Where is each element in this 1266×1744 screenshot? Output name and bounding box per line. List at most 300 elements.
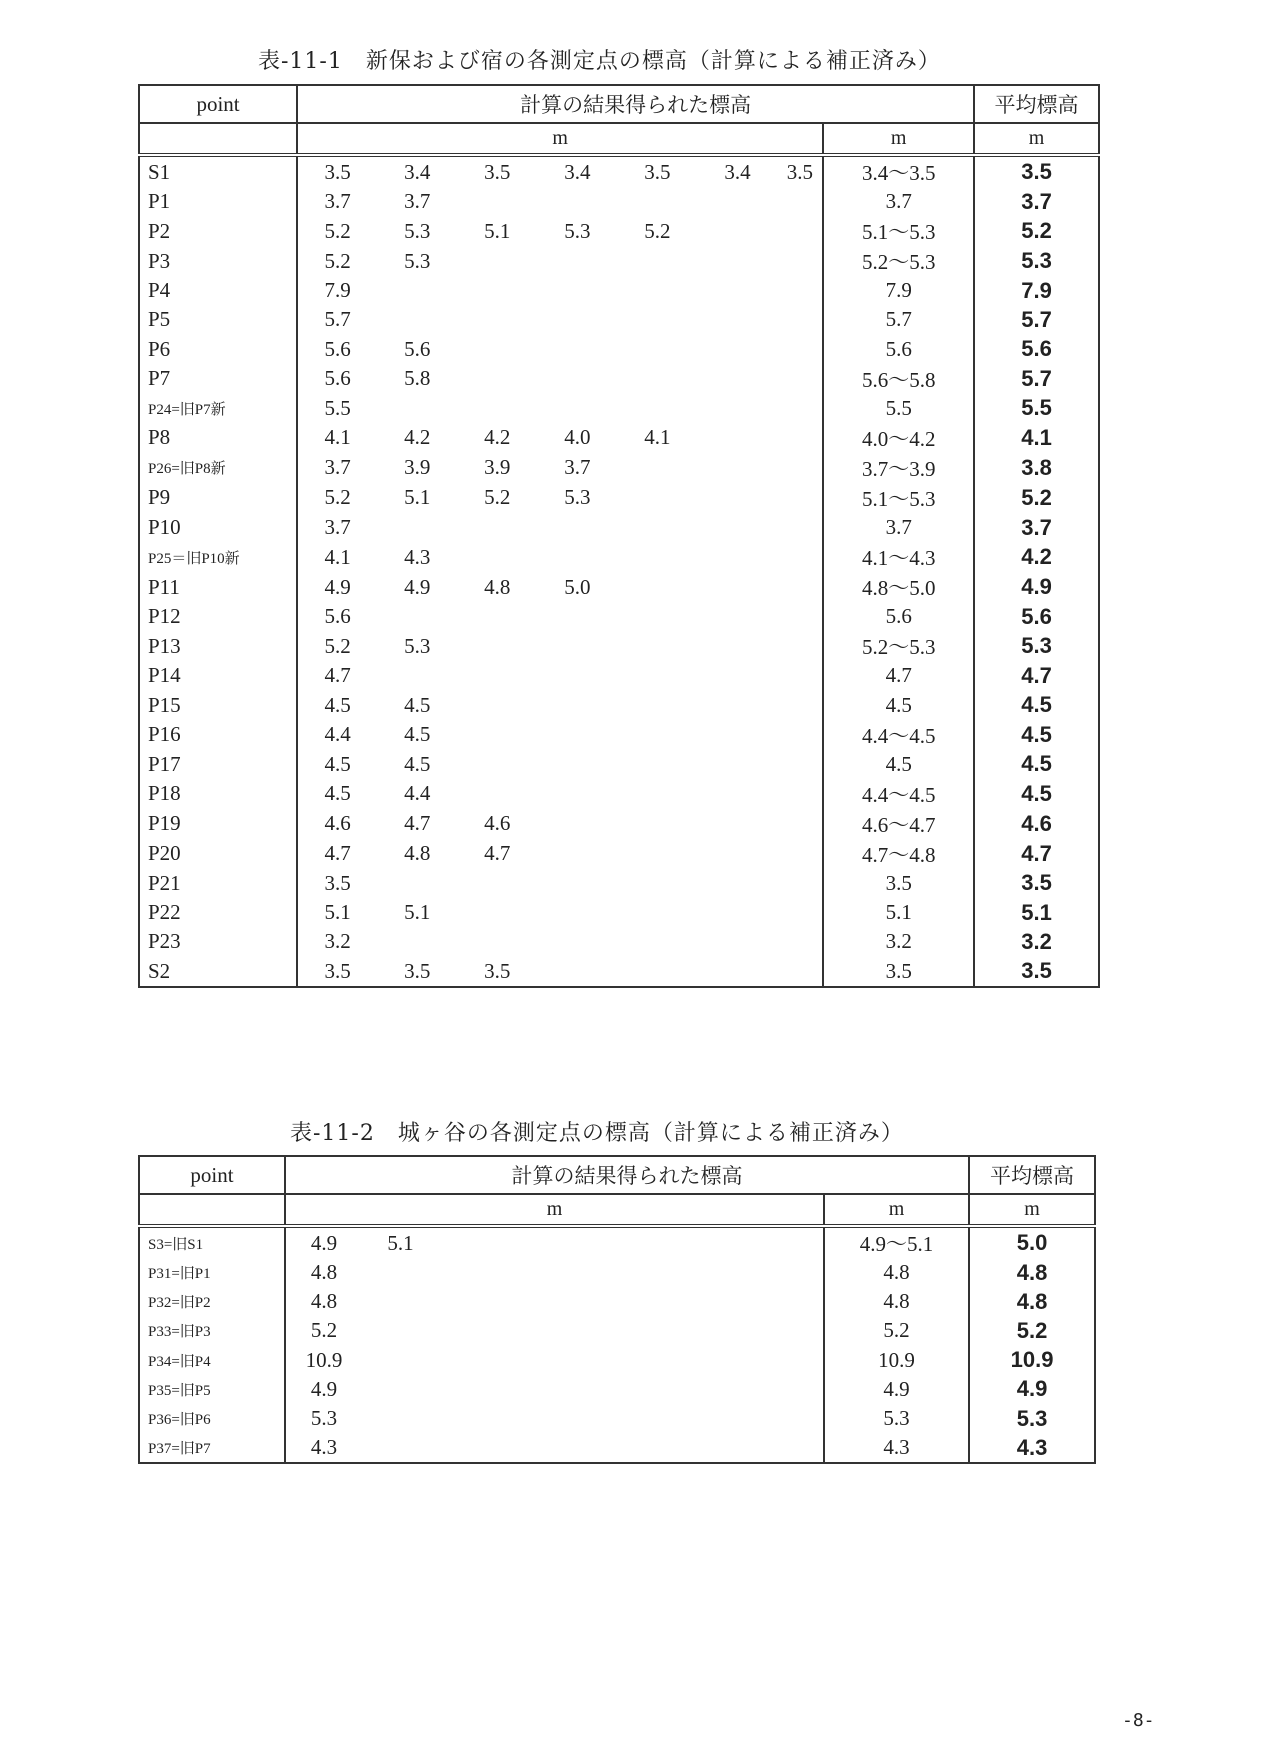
point-cell: P7 xyxy=(139,364,297,394)
table-row xyxy=(139,927,1099,956)
value-cell xyxy=(617,809,697,839)
value-cell xyxy=(297,927,377,956)
value-cell xyxy=(617,779,697,809)
value-cell xyxy=(285,1287,362,1316)
average-cell: 3.2 xyxy=(974,927,1099,956)
value-text: 3.4 xyxy=(564,159,591,184)
value-cell xyxy=(537,809,617,839)
range-cell: 3.7～3.9 xyxy=(823,453,974,483)
point-cell: P9 xyxy=(139,483,297,513)
value-cell xyxy=(537,513,617,542)
value-cell xyxy=(778,216,824,246)
point-cell: P36=旧P6 xyxy=(139,1404,285,1433)
value-cell xyxy=(297,602,377,631)
average-cell: 3.5 xyxy=(974,869,1099,898)
value-cell xyxy=(617,750,697,779)
value-text: 4.4 xyxy=(404,781,431,806)
value-cell xyxy=(457,631,537,661)
value-text: 4.8 xyxy=(310,1260,338,1285)
range-cell: 4.7 xyxy=(823,661,974,690)
value-text: 5.2 xyxy=(644,218,671,243)
value-cell xyxy=(778,839,824,869)
value-cell xyxy=(457,513,537,542)
value-cell xyxy=(377,483,457,513)
range-cell: 4.7～4.8 xyxy=(823,839,974,869)
value-cell xyxy=(778,453,824,483)
average-cell: 5.0 xyxy=(969,1226,1095,1258)
value-text: 4.7 xyxy=(484,841,511,866)
point-cell: P33=旧P3 xyxy=(139,1316,285,1345)
value-text: 5.0 xyxy=(564,574,591,599)
value-text: 4.5 xyxy=(324,751,351,776)
point-cell: P24=旧P7新 xyxy=(139,394,297,423)
range-cell: 5.2～5.3 xyxy=(823,631,974,661)
value-text: 3.5 xyxy=(484,159,511,184)
value-cell xyxy=(377,364,457,394)
value-cell xyxy=(697,305,777,334)
point-cell: P17 xyxy=(139,750,297,779)
value-text: 4.1 xyxy=(324,544,351,569)
point-cell: P20 xyxy=(139,839,297,869)
value-cell xyxy=(617,720,697,750)
table1-caption: 表-11-1 新保および宿の各測定点の標高（計算による補正済み） xyxy=(258,49,941,74)
value-cell xyxy=(297,155,377,187)
value-cell xyxy=(457,898,537,927)
value-text: 5.1 xyxy=(404,485,431,510)
average-cell: 3.7 xyxy=(974,513,1099,542)
table-row xyxy=(139,216,1099,246)
average-cell: 5.3 xyxy=(969,1404,1095,1433)
range-cell: 4.9～5.1 xyxy=(824,1226,969,1258)
range-cell: 3.4～3.5 xyxy=(823,155,974,187)
value-cell xyxy=(697,246,777,276)
value-text: 4.1 xyxy=(324,425,351,450)
value-text: 4.6 xyxy=(324,811,351,836)
value-cell xyxy=(377,720,457,750)
point-cell: P34=旧P4 xyxy=(139,1346,285,1375)
value-text: 3.7 xyxy=(324,455,351,480)
value-cell xyxy=(697,572,777,602)
value-cell xyxy=(537,720,617,750)
value-cell xyxy=(697,155,777,187)
value-cell xyxy=(297,187,377,216)
range-cell: 5.5 xyxy=(823,394,974,423)
value-cell xyxy=(537,276,617,305)
value-cell xyxy=(377,246,457,276)
value-cell xyxy=(537,898,617,927)
value-cell xyxy=(457,187,537,216)
value-cell xyxy=(778,542,824,572)
table-row xyxy=(139,809,1099,839)
value-cell xyxy=(297,305,377,334)
value-text: 4.7 xyxy=(404,811,431,836)
range-cell: 4.1～4.3 xyxy=(823,542,974,572)
point-cell: P3 xyxy=(139,246,297,276)
value-cell xyxy=(617,572,697,602)
value-text: 5.1 xyxy=(387,1230,414,1255)
value-text: 5.1 xyxy=(404,900,431,925)
value-cell xyxy=(285,1404,362,1433)
average-cell: 5.1 xyxy=(974,898,1099,927)
value-cell xyxy=(362,1433,824,1463)
value-text: 3.7 xyxy=(564,455,591,480)
unit-label: m xyxy=(974,123,1099,155)
value-cell xyxy=(297,216,377,246)
average-cell: 4.3 xyxy=(969,1433,1095,1463)
value-text: 5.3 xyxy=(404,248,431,273)
table-row xyxy=(139,1404,1095,1433)
value-text: 5.6 xyxy=(404,336,431,361)
value-cell xyxy=(617,631,697,661)
value-cell xyxy=(297,364,377,394)
value-cell xyxy=(377,691,457,720)
value-cell xyxy=(285,1375,362,1404)
value-cell xyxy=(617,513,697,542)
table-row xyxy=(139,898,1099,927)
point-cell: P19 xyxy=(139,809,297,839)
value-cell xyxy=(377,394,457,423)
average-cell: 4.5 xyxy=(974,691,1099,720)
value-text: 4.6 xyxy=(484,811,511,836)
range-cell: 5.1 xyxy=(823,898,974,927)
value-cell xyxy=(457,423,537,453)
value-cell xyxy=(778,246,824,276)
value-text: 7.9 xyxy=(324,278,351,303)
table-row xyxy=(139,661,1099,690)
unit-blank xyxy=(139,1194,285,1226)
value-cell xyxy=(778,276,824,305)
value-cell xyxy=(697,364,777,394)
table-row xyxy=(139,394,1099,423)
point-cell: P5 xyxy=(139,305,297,334)
point-cell: P23 xyxy=(139,927,297,956)
range-cell: 4.4～4.5 xyxy=(823,779,974,809)
value-cell xyxy=(457,839,537,869)
point-cell: P16 xyxy=(139,720,297,750)
value-cell xyxy=(697,276,777,305)
average-cell: 4.9 xyxy=(969,1375,1095,1404)
value-cell xyxy=(697,542,777,572)
average-cell: 7.9 xyxy=(974,276,1099,305)
range-cell: 4.5 xyxy=(823,750,974,779)
value-cell xyxy=(362,1226,824,1258)
point-cell: P18 xyxy=(139,779,297,809)
range-cell: 4.9 xyxy=(824,1375,969,1404)
range-cell: 5.6 xyxy=(823,602,974,631)
value-text: 5.3 xyxy=(404,218,431,243)
value-cell xyxy=(457,602,537,631)
value-text: 4.9 xyxy=(310,1230,338,1255)
value-cell xyxy=(457,305,537,334)
value-text: 3.7 xyxy=(404,189,431,214)
value-cell xyxy=(778,898,824,927)
table-row xyxy=(139,720,1099,750)
value-text: 4.4 xyxy=(324,722,351,747)
value-cell xyxy=(285,1258,362,1287)
value-cell xyxy=(697,839,777,869)
range-cell: 4.3 xyxy=(824,1433,969,1463)
value-cell xyxy=(377,155,457,187)
table-row xyxy=(139,956,1099,986)
value-cell xyxy=(537,483,617,513)
value-cell xyxy=(537,155,617,187)
value-text: 5.2 xyxy=(324,248,351,273)
value-cell xyxy=(377,423,457,453)
value-cell xyxy=(297,394,377,423)
average-cell: 3.5 xyxy=(974,155,1099,187)
value-text: 5.1 xyxy=(324,900,351,925)
value-cell xyxy=(778,809,824,839)
range-cell: 5.3 xyxy=(824,1404,969,1433)
value-cell xyxy=(537,335,617,364)
average-cell: 3.7 xyxy=(974,187,1099,216)
value-cell xyxy=(697,335,777,364)
value-cell xyxy=(377,927,457,956)
range-cell: 4.6～4.7 xyxy=(823,809,974,839)
value-text: 5.5 xyxy=(324,395,351,420)
value-cell xyxy=(537,542,617,572)
table2 xyxy=(138,1155,1096,1464)
point-cell: P12 xyxy=(139,602,297,631)
value-cell xyxy=(297,691,377,720)
value-cell xyxy=(457,956,537,986)
point-cell: P35=旧P5 xyxy=(139,1375,285,1404)
value-text: 4.2 xyxy=(404,425,431,450)
range-cell: 5.7 xyxy=(823,305,974,334)
table-row xyxy=(139,305,1099,334)
value-cell xyxy=(617,542,697,572)
value-cell xyxy=(457,927,537,956)
value-cell xyxy=(537,246,617,276)
value-cell xyxy=(778,691,824,720)
table2-caption: 表-11-2 城ヶ谷の各測定点の標高（計算による補正済み） xyxy=(290,1121,904,1146)
value-cell xyxy=(778,779,824,809)
range-cell: 4.8～5.0 xyxy=(823,572,974,602)
point-cell: P26=旧P8新 xyxy=(139,453,297,483)
point-cell: P6 xyxy=(139,335,297,364)
value-cell xyxy=(297,453,377,483)
value-text: 4.9 xyxy=(404,574,431,599)
value-cell xyxy=(697,691,777,720)
value-text: 5.3 xyxy=(310,1406,338,1431)
value-cell xyxy=(377,839,457,869)
value-cell xyxy=(697,720,777,750)
table-row xyxy=(139,513,1099,542)
value-cell xyxy=(697,513,777,542)
value-text: 5.7 xyxy=(324,307,351,332)
value-cell xyxy=(285,1433,362,1463)
value-cell xyxy=(697,483,777,513)
average-cell: 10.9 xyxy=(969,1346,1095,1375)
value-cell xyxy=(617,276,697,305)
value-cell xyxy=(537,187,617,216)
unit-label: m xyxy=(969,1194,1095,1226)
value-text: 5.1 xyxy=(484,218,511,243)
value-text: 4.0 xyxy=(564,425,591,450)
value-text: 3.5 xyxy=(324,870,351,895)
table-row xyxy=(139,453,1099,483)
value-cell xyxy=(457,483,537,513)
average-cell: 4.9 xyxy=(974,572,1099,602)
value-cell xyxy=(778,572,824,602)
value-cell xyxy=(778,869,824,898)
range-cell: 5.1～5.3 xyxy=(823,483,974,513)
value-cell xyxy=(617,187,697,216)
value-text: 5.6 xyxy=(324,604,351,629)
value-cell xyxy=(285,1226,362,1258)
value-cell xyxy=(457,364,537,394)
value-cell xyxy=(297,956,377,986)
value-cell xyxy=(297,779,377,809)
value-text: 3.9 xyxy=(484,455,511,480)
value-cell xyxy=(537,216,617,246)
range-cell: 3.7 xyxy=(823,187,974,216)
range-cell: 5.6 xyxy=(823,335,974,364)
value-text: 3.5 xyxy=(484,958,511,983)
range-cell: 3.2 xyxy=(823,927,974,956)
value-cell xyxy=(537,839,617,869)
value-cell xyxy=(617,483,697,513)
point-cell: S1 xyxy=(139,155,297,187)
value-text: 4.2 xyxy=(484,425,511,450)
point-cell: S3=旧S1 xyxy=(139,1226,285,1258)
value-cell xyxy=(457,216,537,246)
value-cell xyxy=(537,927,617,956)
value-cell xyxy=(297,839,377,869)
value-cell xyxy=(457,779,537,809)
range-cell: 3.5 xyxy=(823,956,974,986)
value-cell xyxy=(457,869,537,898)
value-cell xyxy=(362,1258,824,1287)
value-cell xyxy=(362,1287,824,1316)
value-cell xyxy=(537,956,617,986)
value-cell xyxy=(377,779,457,809)
value-cell xyxy=(617,305,697,334)
header-calculated-elevation: 計算の結果得られた標高 xyxy=(285,1156,969,1194)
range-cell: 4.0～4.2 xyxy=(823,423,974,453)
value-text: 4.3 xyxy=(310,1435,338,1460)
value-cell xyxy=(778,956,824,986)
value-text: 4.5 xyxy=(404,722,431,747)
table-row xyxy=(139,542,1099,572)
point-cell: P10 xyxy=(139,513,297,542)
table-row xyxy=(139,572,1099,602)
header-point: point xyxy=(139,85,297,123)
point-cell: P15 xyxy=(139,691,297,720)
value-cell xyxy=(377,305,457,334)
point-cell: P4 xyxy=(139,276,297,305)
table-row xyxy=(139,276,1099,305)
value-cell xyxy=(377,602,457,631)
table-row xyxy=(139,155,1099,187)
unit-label: m xyxy=(297,123,823,155)
value-cell xyxy=(297,335,377,364)
value-cell xyxy=(697,631,777,661)
header-calculated-elevation: 計算の結果得られた標高 xyxy=(297,85,974,123)
header-average-elevation: 平均標高 xyxy=(974,85,1099,123)
value-cell xyxy=(457,691,537,720)
value-cell xyxy=(617,839,697,869)
point-cell: S2 xyxy=(139,956,297,986)
value-cell xyxy=(617,453,697,483)
value-cell xyxy=(778,305,824,334)
value-cell xyxy=(617,869,697,898)
value-text: 4.5 xyxy=(324,781,351,806)
value-cell xyxy=(377,809,457,839)
table-row xyxy=(139,423,1099,453)
value-cell xyxy=(297,720,377,750)
value-cell xyxy=(537,779,617,809)
value-cell xyxy=(297,631,377,661)
value-cell xyxy=(377,898,457,927)
value-cell xyxy=(617,335,697,364)
value-cell xyxy=(697,869,777,898)
value-text: 5.2 xyxy=(310,1318,338,1343)
value-cell xyxy=(537,364,617,394)
value-cell xyxy=(537,602,617,631)
value-cell xyxy=(778,394,824,423)
value-cell xyxy=(617,423,697,453)
value-cell xyxy=(537,691,617,720)
table-row xyxy=(139,1287,1095,1316)
value-cell xyxy=(297,513,377,542)
value-cell xyxy=(377,335,457,364)
value-text: 3.9 xyxy=(404,455,431,480)
average-cell: 5.3 xyxy=(974,631,1099,661)
point-cell: P37=旧P7 xyxy=(139,1433,285,1463)
value-cell xyxy=(697,750,777,779)
average-cell: 4.8 xyxy=(969,1258,1095,1287)
value-text: 3.4 xyxy=(404,159,431,184)
table-row xyxy=(139,335,1099,364)
table-row xyxy=(139,1258,1095,1287)
average-cell: 5.5 xyxy=(974,394,1099,423)
value-cell xyxy=(617,661,697,690)
value-cell xyxy=(778,720,824,750)
value-cell xyxy=(377,276,457,305)
value-text: 4.5 xyxy=(324,692,351,717)
value-cell xyxy=(377,187,457,216)
range-cell: 5.2～5.3 xyxy=(823,246,974,276)
value-cell xyxy=(297,542,377,572)
average-cell: 4.7 xyxy=(974,839,1099,869)
value-cell xyxy=(778,750,824,779)
value-cell xyxy=(778,423,824,453)
average-cell: 4.5 xyxy=(974,779,1099,809)
value-cell xyxy=(778,631,824,661)
value-text: 4.1 xyxy=(644,425,671,450)
value-cell xyxy=(457,155,537,187)
value-cell xyxy=(457,720,537,750)
value-text: 5.2 xyxy=(324,633,351,658)
value-cell xyxy=(297,750,377,779)
value-cell xyxy=(778,187,824,216)
value-cell xyxy=(778,335,824,364)
table-row xyxy=(139,779,1099,809)
average-cell: 4.5 xyxy=(974,750,1099,779)
value-cell xyxy=(457,276,537,305)
average-cell: 5.3 xyxy=(974,246,1099,276)
value-text: 4.5 xyxy=(404,751,431,776)
table-row xyxy=(139,1433,1095,1463)
table-row xyxy=(139,246,1099,276)
value-cell xyxy=(377,542,457,572)
value-text: 3.5 xyxy=(404,958,431,983)
value-cell xyxy=(537,423,617,453)
value-cell xyxy=(377,572,457,602)
value-text: 10.9 xyxy=(305,1347,343,1372)
value-cell xyxy=(697,898,777,927)
